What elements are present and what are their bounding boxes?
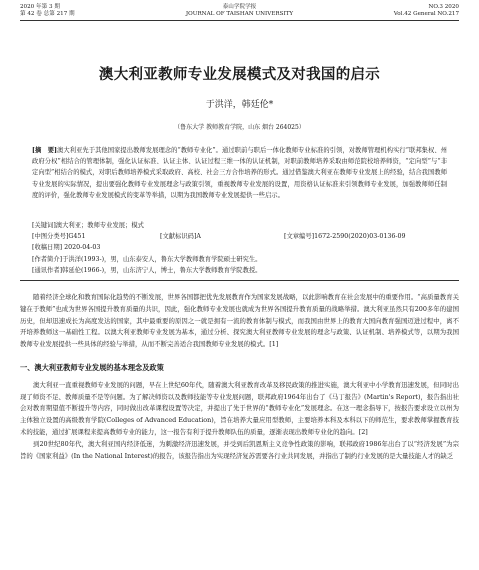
abstract-text: 澳大利亚先于其他国家提出教师发展理念的“教师专业化”。通过职前与职后一体化教师专业标准的引领，对教师管理机构实行“联邦集权、州政府分权”相结合的管理体制，强化认证标准、认证主体、认证过程三维一体的认证机制，对职前教师培养采取由师范院校培养师资，“定向型”与“非定向型”相结合的模式，对职后教师培养模式采取政府、高校、社会三方合作培养的形式。通过借鉴澳大利亚在教师专业发展上的经验，结合我国教师专业发展的实际情况，提出要强化教师专业发展理念与政策引领，重视教师专业发展的设置，用资格认证标准来引领教师专业发展，加强教师师任制度的评价，强化教师专业发展模式的变革等举措，以期为我国教师专业发展提供一些启示。 <box>32 147 447 199</box>
author-bio: [作者简介]于洪洋(1993-)，男，山东泰安人，鲁东大学教师教育学院硕士研究生。 <box>32 255 262 263</box>
abstract <box>32 145 447 201</box>
article-authors: 于洪洋，韩廷伦* <box>205 100 274 110</box>
document-code: [文献标识码]A <box>160 233 201 241</box>
body-paragraph: 澳大利亚一直重视教师专业发展的问题，早在上世纪60年代，随着澳大利亚教育改革及移民政策的推进实施，澳大利亚中小学教育迅速发展，但同时出现了师资不足、教师质量不是等问题。为了解决师资以及教师技能等专业发展问题，联邦政府1964年出台了《马丁报告》(Martin's Report)，报告指出社会对教育期望值不断提升等内容，同时做出改革课程设置等决定，并提出了先于世界的“教师专业化”发展理念。在这一理念指导下，按报告要求设立以州为主体独立设置的高级教育学院(Colleges of Advanced Education)，旨在培养大量应用型教师，主要培养本科及本科以下的师范生，要求教师掌握教育技术的技能，通过扩展课程来提高教师专业的能力，这一报告有利于提升教师队伍的质量，逐渐表现出教师专业化的趋向。[2] <box>20 380 459 436</box>
received-date: [收稿日期] 2020-04-03 <box>32 244 101 252</box>
issue-number-en: NO.3 2020 <box>428 4 459 10</box>
author-affiliation: （鲁东大学 教师教育学院，山东 烟台 264025） <box>174 124 305 131</box>
corresponding-author: [通讯作者]韩延伦(1966-)，男，山东济宁人，博士，鲁东大学教师教育学院教授。 <box>32 266 262 274</box>
journal-name-en: JOURNAL OF TAISHAN UNIVERSITY <box>185 11 294 17</box>
article-title: 澳大利亚教师专业发展模式及对我国的启示 <box>98 67 381 83</box>
body-paragraph: 到20世纪80年代，澳大利亚国内经济低迷，为刺激经济迅速发展，并受到后凯恩斯主义竞争性政策的影响，联邦政府1986年出台了以“经济发展”为宗旨的《国家利益》(In the National Interest)的报告，该报告指出为实现经济复苏需要各行业共同发展，并指出了制约行业发展的是大量技能人才的缺乏 <box>20 439 459 460</box>
header-divider <box>20 20 459 21</box>
volume-number-en: Vol.42 General NO.217 <box>393 11 459 17</box>
issue-info-en <box>394 4 459 18</box>
clc-number: [中图分类号]G451 <box>32 233 86 241</box>
article-body <box>20 292 459 462</box>
volume-number: 第 42 卷 总第 217 期 <box>20 11 75 17</box>
article-metadata <box>32 220 447 276</box>
abstract-label: [摘 要] <box>32 147 58 154</box>
body-divider <box>20 280 459 281</box>
intro-paragraph: 随着经济全球化和教育国际化趋势的不断发展，世界各国都把优先发展教育作为国家发展战略，以此影响教育在社会发展中的重要作用。“高质量教育关键在于教师”也成为世界各国提升教育质量的共识，因此，强化教师专业发展也就成为世界各国提升教育质量的战略举措。澳大利亚虽然只有200多年的建国历史，但却迅速成长为高度发达的国家，其中最重要的原因之一就是拥有一流的教育体制与模式，而我国由世界上的教育大国向教育强国迈进过程中，离不开培养教师这一基础性工程。以澳大利亚教师专业发展为基本，通过分析、探究澳大利亚教师专业发展的理念与政策、认证机制、培养模式等，以期为我国教师专业发展提供一些具体的经验与举措，从而不断完善适合我国教师专业发展的模式。[1] <box>20 293 459 349</box>
section-heading: 一、澳大利亚教师专业发展的基本理念及政策 <box>20 362 164 372</box>
issue-number: 2020 年第 3 期 <box>20 4 60 10</box>
journal-name-cn: 泰山学院学报 <box>222 4 257 10</box>
article-number: [文章编号]1672-2590(2020)03-0136-09 <box>284 233 406 241</box>
classification-row <box>32 231 447 242</box>
keywords: [关键词]澳大利亚；教师专业发展；模式 <box>32 222 144 229</box>
